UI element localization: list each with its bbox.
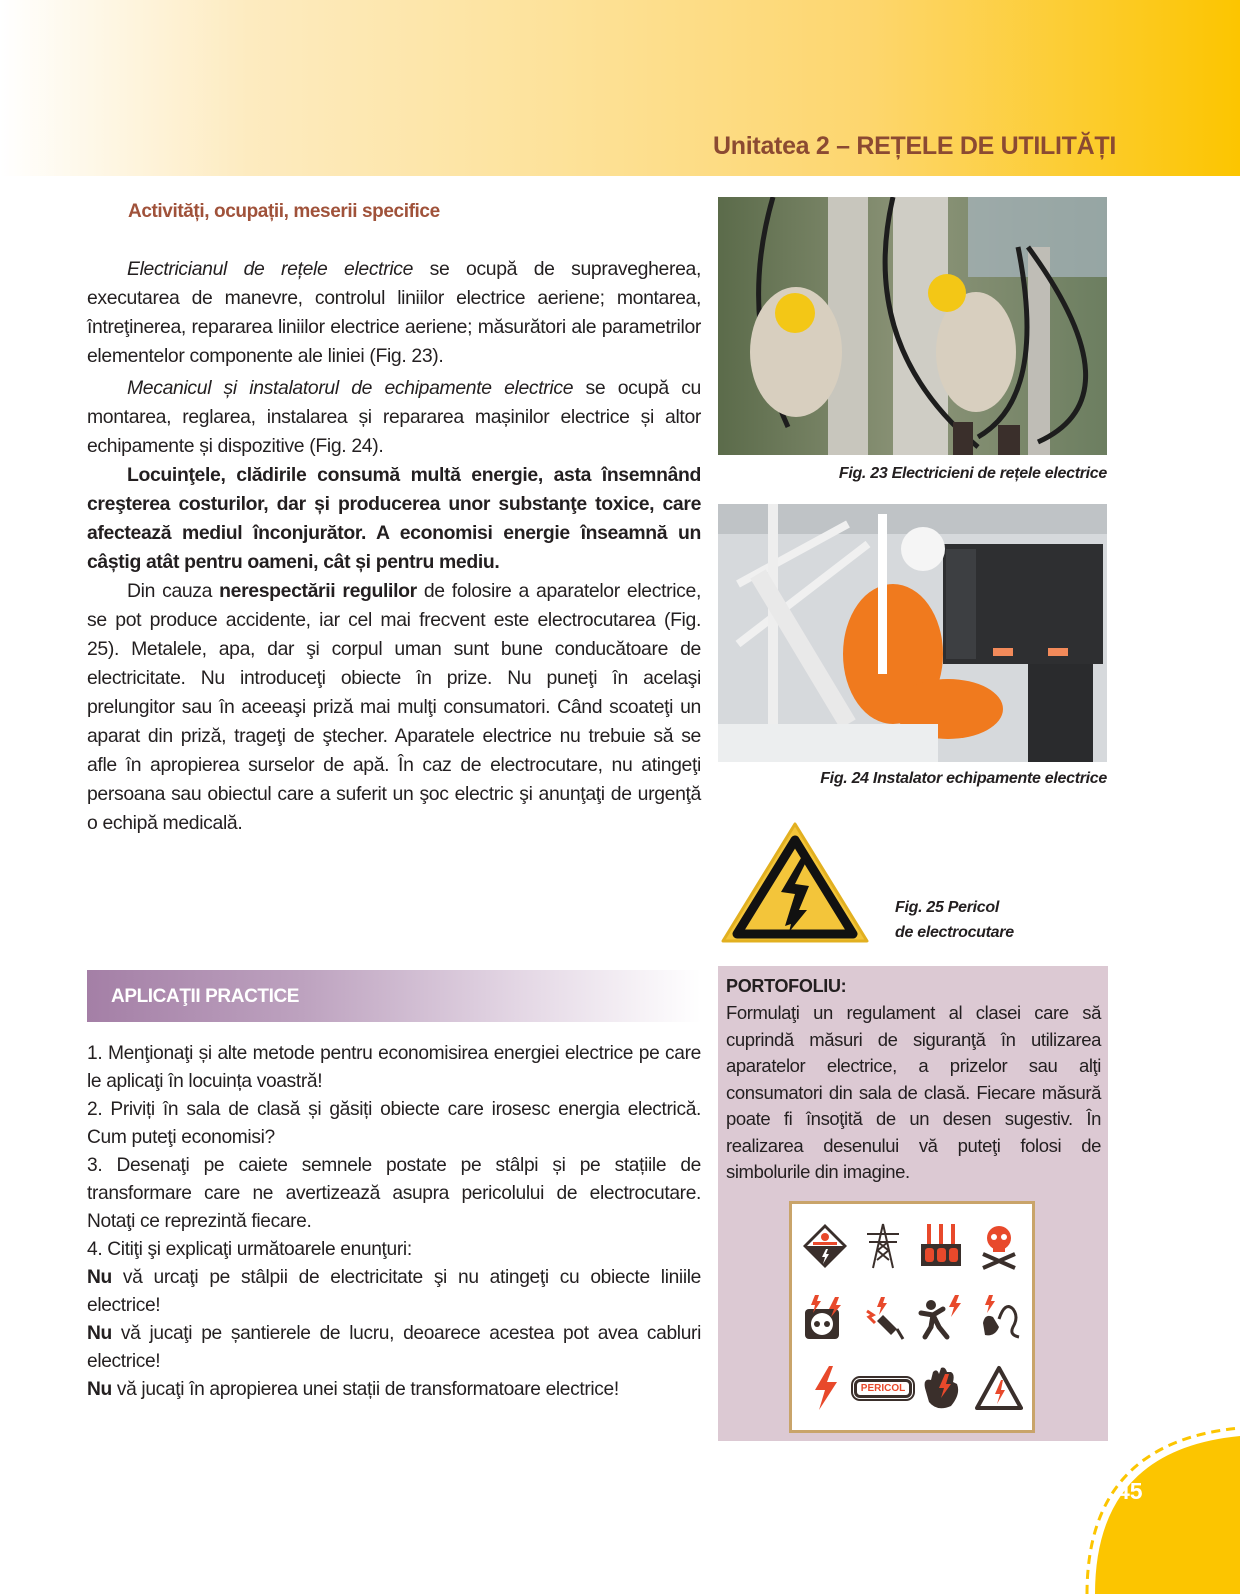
hand-cable-shock-icon — [973, 1291, 1025, 1343]
paragraph-text: se ocupă de supravegherea, executarea de manevre, controlul liniilor electrice aeriene; montarea, întreţinerea, repararea liniilor electrice aeriene; măsurători ale parametrilor elementelor componente ale liniei (Fig. 23). — [87, 258, 701, 367]
practice-item: 4. Citiţi şi explicaţi următoarele enunţuri: — [87, 1239, 412, 1260]
fig25-caption-line: Fig. 25 Pericol — [895, 899, 999, 916]
practice-item: 1. Menţionaţi și alte metode pentru economisirea energiei electrice pe care le aplicaţi în locuința voastră! — [87, 1043, 701, 1092]
lightning-bolt-icon — [799, 1362, 851, 1414]
power-pylon-icon — [857, 1220, 909, 1272]
pericol-label-icon — [857, 1362, 909, 1414]
paragraph-electrician — [87, 255, 701, 371]
paragraph-text: Din cauza — [127, 580, 220, 602]
safety-rule — [87, 1320, 701, 1376]
electrocution-warning-icon — [719, 820, 871, 950]
rule-text: vă urcaţi pe stâlpii de electricitate şi nu atingeţi cu obiecte liniile electrice! — [87, 1267, 701, 1316]
pericol-label-text: PERICOL — [854, 1379, 912, 1398]
fig23-photo — [718, 197, 1107, 455]
paragraph-safety — [87, 577, 701, 838]
person-electrocuted-icon — [915, 1291, 967, 1343]
fig25-caption — [895, 895, 1014, 945]
safety-symbols-panel — [789, 1201, 1035, 1433]
paragraph-bold-text: Locuinţele, clădirile consumă multă energie, asta însemnând creşterea costurilor, dar și producerea unor substanţe toxice, care afectează mediul înconjurător. A economisi energie înseamnă un câștig atât pentru oameni, cât și pentru mediu. — [87, 464, 701, 573]
fig24-photo — [718, 504, 1107, 762]
term-rules: nerespectării regulilor — [219, 580, 417, 602]
term-mechanic: Mecanicul și instalatorul de echipamente electrice — [127, 377, 574, 399]
body-text — [87, 255, 701, 838]
practice-list — [87, 1040, 701, 1404]
plug-shock-icon — [857, 1291, 909, 1343]
paragraph-text: de folosire a aparatelor electrice, se pot produce accidente, iar cel mai frecvent este electrocutarea (Fig. 25). Metalele, apa, dar şi corpul uman sunt bune conducătoare de electricitate. Nu introduceţi obiecte în prize. Nu puneţi în acelaşi prelungitor sau în aceeaşi priză mai mulţi consumatori. Când scoateţi un aparat din priză, trageţi de ştecher. Aparatele electrice nu trebuie să se afle în apropierea surselor de apă. În caz de electrocutare, nu atingeţi persoana sau obiectul care a suferit un şoc electric şi anunţaţi de urgenţă o echipă medicală. — [87, 580, 701, 834]
practice-item: 3. Desenaţi pe caiete semnele postate pe stâlpi și pe stațiile de transformare care ne avertizează asupra pericolului de electrocutare. Notaţi ce reprezintă fiecare. — [87, 1155, 701, 1232]
rule-bold: Nu — [87, 1267, 112, 1288]
rule-bold: Nu — [87, 1379, 112, 1400]
transformer-icon — [915, 1220, 967, 1272]
section-heading: Activități, ocupații, meserii specifice — [128, 201, 440, 222]
safety-rule — [87, 1264, 701, 1320]
fig24-caption: Fig. 24 Instalator echipamente electrice — [820, 770, 1107, 787]
term-electrician: Electricianul de rețele electrice — [127, 258, 414, 280]
portfolio-text: Formulaţi un regulament al clasei care să cuprindă măsuri de siguranţă în utilizarea aparatelor electrice, a prizelor sau alţi consumatori din sala de clasă. Fiecare măsură poate fi însoţită de un desen sugestiv. În realizarea desenului vă puteţi folosi de simbolurile din imagine. — [726, 1002, 1101, 1182]
fig25-caption-line: de electrocutare — [895, 924, 1014, 941]
fig23-caption: Fig. 23 Electricieni de rețele electrice — [838, 465, 1107, 482]
paragraph-text: se ocupă cu montarea, reglarea, instalarea și repararea mașinilor electrice și altor echipamente și dispozitive (Fig. 24). — [87, 377, 701, 457]
practice-banner — [87, 970, 701, 1022]
rule-bold: Nu — [87, 1323, 112, 1344]
socket-shock-icon — [799, 1291, 851, 1343]
rule-text: vă jucaţi pe șantierele de lucru, deoarece acestea pot avea cabluri electrice! — [87, 1323, 701, 1372]
safety-rule — [87, 1376, 701, 1404]
warning-triangle-icon — [973, 1362, 1025, 1414]
page-corner-decoration — [1040, 1420, 1240, 1594]
paragraph-energy — [87, 461, 701, 577]
paragraph-mechanic — [87, 374, 701, 461]
skull-crossbones-icon — [973, 1220, 1025, 1272]
practice-item: 2. Priviți în sala de clasă și găsiți obiecte care irosesc energia electrică. Cum puteţi economisi? — [87, 1099, 701, 1148]
rule-text: vă jucaţi în apropierea unei stații de transformatoare electrice! — [111, 1379, 619, 1400]
portfolio-title: PORTOFOLIU: — [726, 976, 847, 996]
page-number: 45 — [1117, 1478, 1143, 1504]
hand-shock-icon — [915, 1362, 967, 1414]
danger-diamond-skull-icon — [799, 1220, 851, 1272]
unit-title: Unitatea 2 – REȚELE DE UTILITĂȚI — [713, 132, 1116, 160]
practice-title: APLICAŢII PRACTICE — [111, 986, 300, 1007]
